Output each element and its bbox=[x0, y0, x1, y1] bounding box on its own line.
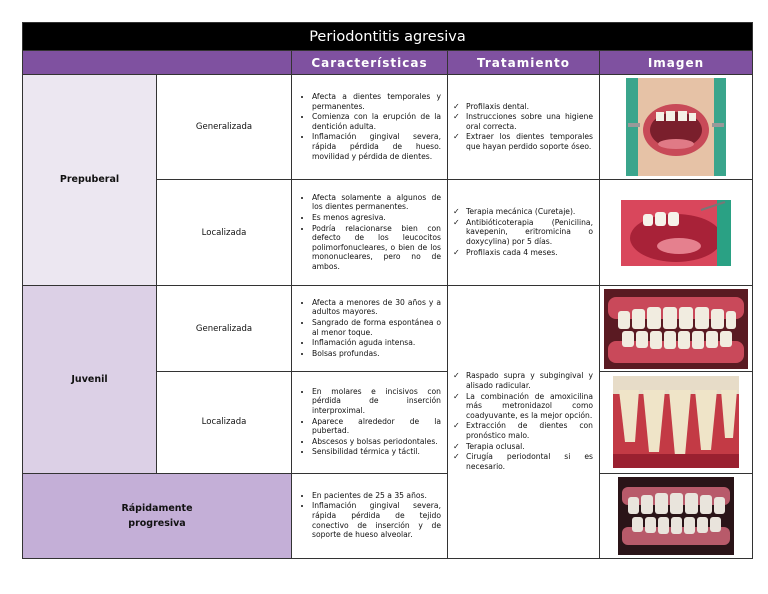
list-item: • Comienza con la erupción de la dentición adulta. bbox=[312, 112, 441, 131]
list-item: • Sensibilidad térmica y táctil. bbox=[312, 447, 441, 457]
category-juvenil: Juvenil bbox=[23, 285, 157, 473]
list-item: ✓ Antibióticoterapia (Penicilina, kavepenin, eritromicina o doxycylina) por 5 días. bbox=[466, 218, 593, 247]
list-item: • Sangrado de forma espontánea o al menor toque. bbox=[312, 318, 441, 337]
juv-gen-characteristics bbox=[292, 285, 448, 371]
list-item: • Es menos agresiva. bbox=[312, 213, 441, 223]
list-item: • Inflamación gingival severa, rápida pérdida de tejido conectivo de inserción y de soporte de hueso alveolar. bbox=[312, 501, 441, 539]
list-item: ✓ Terapia mecánica (Curetaje). bbox=[466, 207, 593, 217]
list-item: • Inflamación aguda intensa. bbox=[312, 338, 441, 348]
juv-loc-characteristics bbox=[292, 372, 448, 474]
header-tratamiento: Tratamiento bbox=[448, 51, 600, 74]
header-blank bbox=[23, 51, 292, 74]
periodontitis-table bbox=[22, 22, 753, 559]
list-item: • Afecta a menores de 30 años y a adultos mayores. bbox=[312, 298, 441, 317]
subtype-generalizada: Generalizada bbox=[157, 74, 292, 180]
category-prepuberal: Prepuberal bbox=[23, 74, 157, 285]
juv-rap-treatment bbox=[448, 285, 600, 558]
prep-loc-characteristics bbox=[292, 180, 448, 286]
list-item: • Inflamación gingival severa, rápida pérdida de hueso. movilidad y pérdida de dientes. bbox=[312, 132, 441, 161]
subtype-generalizada: Generalizada bbox=[157, 285, 292, 371]
subtype-localizada: Localizada bbox=[157, 372, 292, 474]
list-item: ✓ La combinación de amoxicilina más metronidazol como coadyuvante, es la mejor opción. bbox=[466, 392, 593, 421]
prep-gen-characteristics bbox=[292, 74, 448, 180]
list-item: ✓ Extracción de dientes con pronóstico malo. bbox=[466, 421, 593, 440]
list-item: • En pacientes de 25 a 35 años. bbox=[312, 491, 441, 501]
category-rapida-line2: progresiva bbox=[128, 517, 186, 529]
list-item: • Afecta solamente a algunos de los dientes permanentes. bbox=[312, 193, 441, 212]
teeth-photo-rapidamente-progresiva bbox=[618, 477, 734, 555]
list-item: ✓ Profilaxis dental. bbox=[466, 102, 593, 112]
list-item: • Aparece alrededor de la pubertad. bbox=[312, 417, 441, 436]
header-caracteristicas: Características bbox=[292, 51, 448, 74]
list-item: • En molares e incisivos con pérdida de inserción interproximal. bbox=[312, 387, 441, 416]
image-prep-loc bbox=[600, 180, 753, 286]
image-prep-gen bbox=[600, 74, 753, 180]
teeth-photo-juvenil-generalizada bbox=[604, 289, 748, 369]
table-title: Periodontitis agresiva bbox=[23, 23, 753, 51]
list-item: • Abscesos y bolsas periodontales. bbox=[312, 437, 441, 447]
mouth-photo-prepuberal-localizada bbox=[621, 200, 731, 266]
list-item: • Podría relacionarse bien con defecto de los leucocitos polimorfonucleares, o bien de los mononucleares, pero no de ambos. bbox=[312, 224, 441, 272]
category-rapidamente-progresiva bbox=[23, 473, 292, 558]
prep-loc-treatment bbox=[448, 180, 600, 286]
list-item: ✓ Extraer los dientes temporales que hayan perdido soporte óseo. bbox=[466, 132, 593, 151]
category-rapida-line1: Rápidamente bbox=[121, 502, 193, 514]
rap-characteristics bbox=[292, 473, 448, 558]
header-imagen: Imagen bbox=[600, 51, 753, 74]
list-item: ✓ Terapia oclusal. bbox=[466, 442, 593, 452]
image-juv-loc bbox=[600, 372, 753, 474]
image-juv-gen bbox=[600, 285, 753, 371]
list-item: • Bolsas profundas. bbox=[312, 349, 441, 359]
image-rap bbox=[600, 473, 753, 558]
list-item: ✓ Raspado supra y subgingival y alisado radicular. bbox=[466, 371, 593, 390]
list-item: ✓ Instrucciones sobre una higiene oral correcta. bbox=[466, 112, 593, 131]
mouth-photo-prepuberal-generalizada bbox=[626, 78, 726, 176]
list-item: ✓ Profilaxis cada 4 meses. bbox=[466, 248, 593, 258]
list-item: • Afecta a dientes temporales y permanentes. bbox=[312, 92, 441, 111]
list-item: ✓ Cirugía periodontal si es necesario. bbox=[466, 452, 593, 471]
teeth-photo-juvenil-localizada bbox=[613, 376, 739, 468]
prep-gen-treatment bbox=[448, 74, 600, 180]
subtype-localizada: Localizada bbox=[157, 180, 292, 286]
